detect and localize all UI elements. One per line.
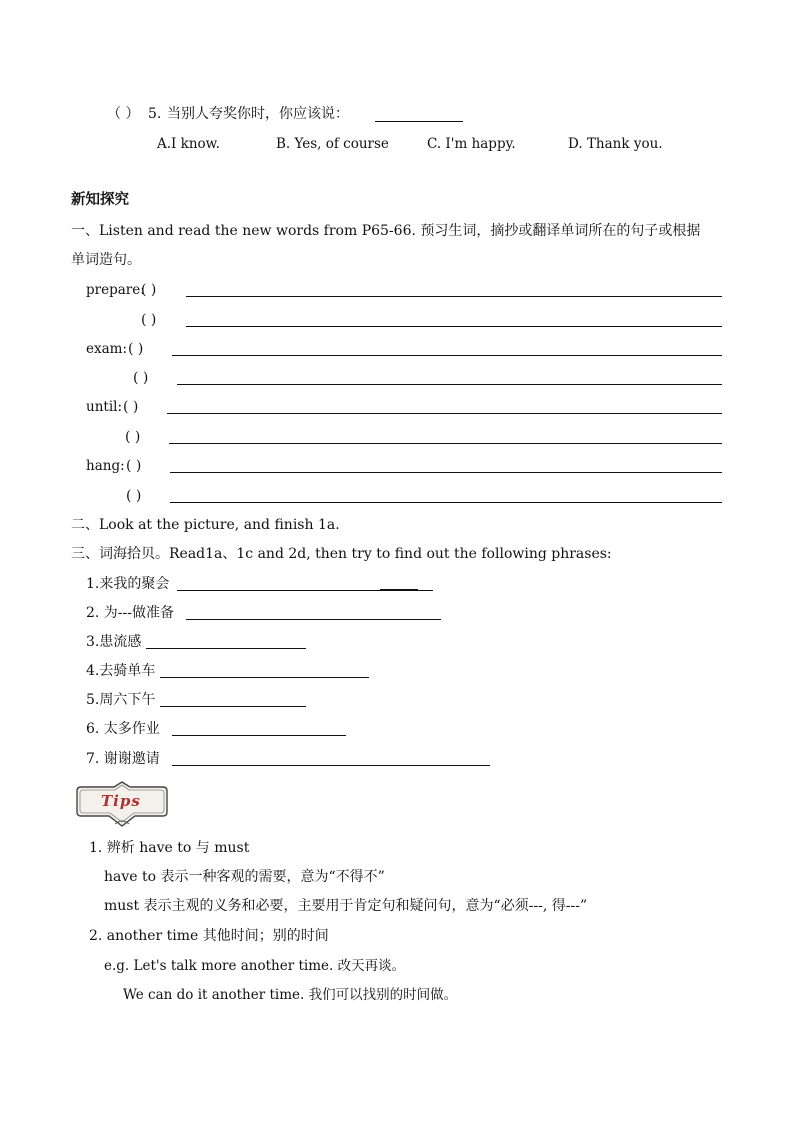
- word-paren[interactable]: ( ): [141, 312, 157, 328]
- word-paren[interactable]: ( ): [128, 341, 144, 357]
- question-text: 当别人夸奖你时，你应该说：: [167, 106, 349, 122]
- part1-instruction: 一、Listen and read the new words from P65-66. 预习生词，摘抄或翻译单词所在的句子或根据: [71, 223, 701, 239]
- phrase-item: 6. 太多作业: [86, 721, 160, 737]
- option-d: D. Thank you.: [568, 136, 663, 152]
- option-b: B. Yes, of course: [276, 136, 389, 152]
- option-c: C. I'm happy.: [427, 136, 516, 152]
- answer-paren: （ ）: [107, 106, 140, 122]
- phrase-item: 4.去骑单车: [86, 663, 156, 679]
- phrase-item: 3.患流感: [86, 634, 142, 650]
- writing-line[interactable]: [167, 413, 722, 414]
- word-until: until:: [86, 399, 122, 415]
- tip2-example2: We can do it another time. 我们可以找别的时间做。: [123, 987, 458, 1003]
- word-paren[interactable]: ( ): [125, 429, 141, 445]
- writing-line[interactable]: [170, 472, 722, 473]
- word-paren[interactable]: ( ): [133, 370, 149, 386]
- writing-line[interactable]: [170, 502, 722, 503]
- phrase-blank-mark: [380, 589, 418, 591]
- tips-badge-label: Tips: [101, 792, 141, 810]
- tip1-line1: have to 表示一种客观的需要，意为“不得不”: [104, 869, 385, 885]
- phrase-blank[interactable]: [160, 706, 306, 707]
- writing-line[interactable]: [169, 443, 722, 444]
- word-paren[interactable]: ( ): [126, 488, 142, 504]
- tip2-example1: e.g. Let's talk more another time. 改天再谈。: [104, 958, 406, 974]
- phrase-item: 2. 为---做准备: [86, 605, 174, 621]
- section-title: 新知探究: [71, 191, 129, 208]
- phrase-blank[interactable]: [146, 648, 306, 649]
- word-paren[interactable]: ( ): [123, 399, 139, 415]
- writing-line[interactable]: [186, 326, 722, 327]
- tip1-line2: must 表示主观的义务和必要，主要用于肯定句和疑问句，意为“必须---, 得---”: [104, 898, 588, 914]
- word-paren[interactable]: ( ): [126, 458, 142, 474]
- part3-instruction: 三、词海拾贝。Read1a、1c and 2d, then try to find out the following phrases:: [71, 546, 612, 562]
- tips-badge: [75, 780, 169, 828]
- writing-line[interactable]: [177, 384, 722, 385]
- part1-instruction-cont: 单词造句。: [71, 252, 141, 268]
- tip1-title: 1. 辨析 have to 与 must: [89, 840, 250, 856]
- phrase-blank[interactable]: [172, 765, 490, 766]
- phrase-blank[interactable]: [172, 735, 346, 736]
- tip2-title: 2. another time 其他时间；别的时间: [89, 928, 329, 944]
- phrase-item: 7. 谢谢邀请: [86, 751, 160, 767]
- word-hang: hang:: [86, 458, 125, 474]
- phrase-item: 1.来我的聚会: [86, 576, 170, 592]
- part2-instruction: 二、Look at the picture, and finish 1a.: [71, 517, 340, 533]
- word-paren[interactable]: ( ): [141, 282, 157, 298]
- word-exam: exam:: [86, 341, 128, 357]
- option-a: A.I know.: [157, 136, 220, 152]
- writing-line[interactable]: [172, 355, 722, 356]
- question-number: 5.: [148, 106, 162, 122]
- answer-blank[interactable]: [375, 121, 463, 122]
- phrase-blank[interactable]: [160, 677, 369, 678]
- writing-line[interactable]: [186, 296, 722, 297]
- phrase-item: 5.周六下午: [86, 692, 156, 708]
- phrase-blank[interactable]: [186, 619, 441, 620]
- word-prepare: prepare:: [86, 282, 145, 298]
